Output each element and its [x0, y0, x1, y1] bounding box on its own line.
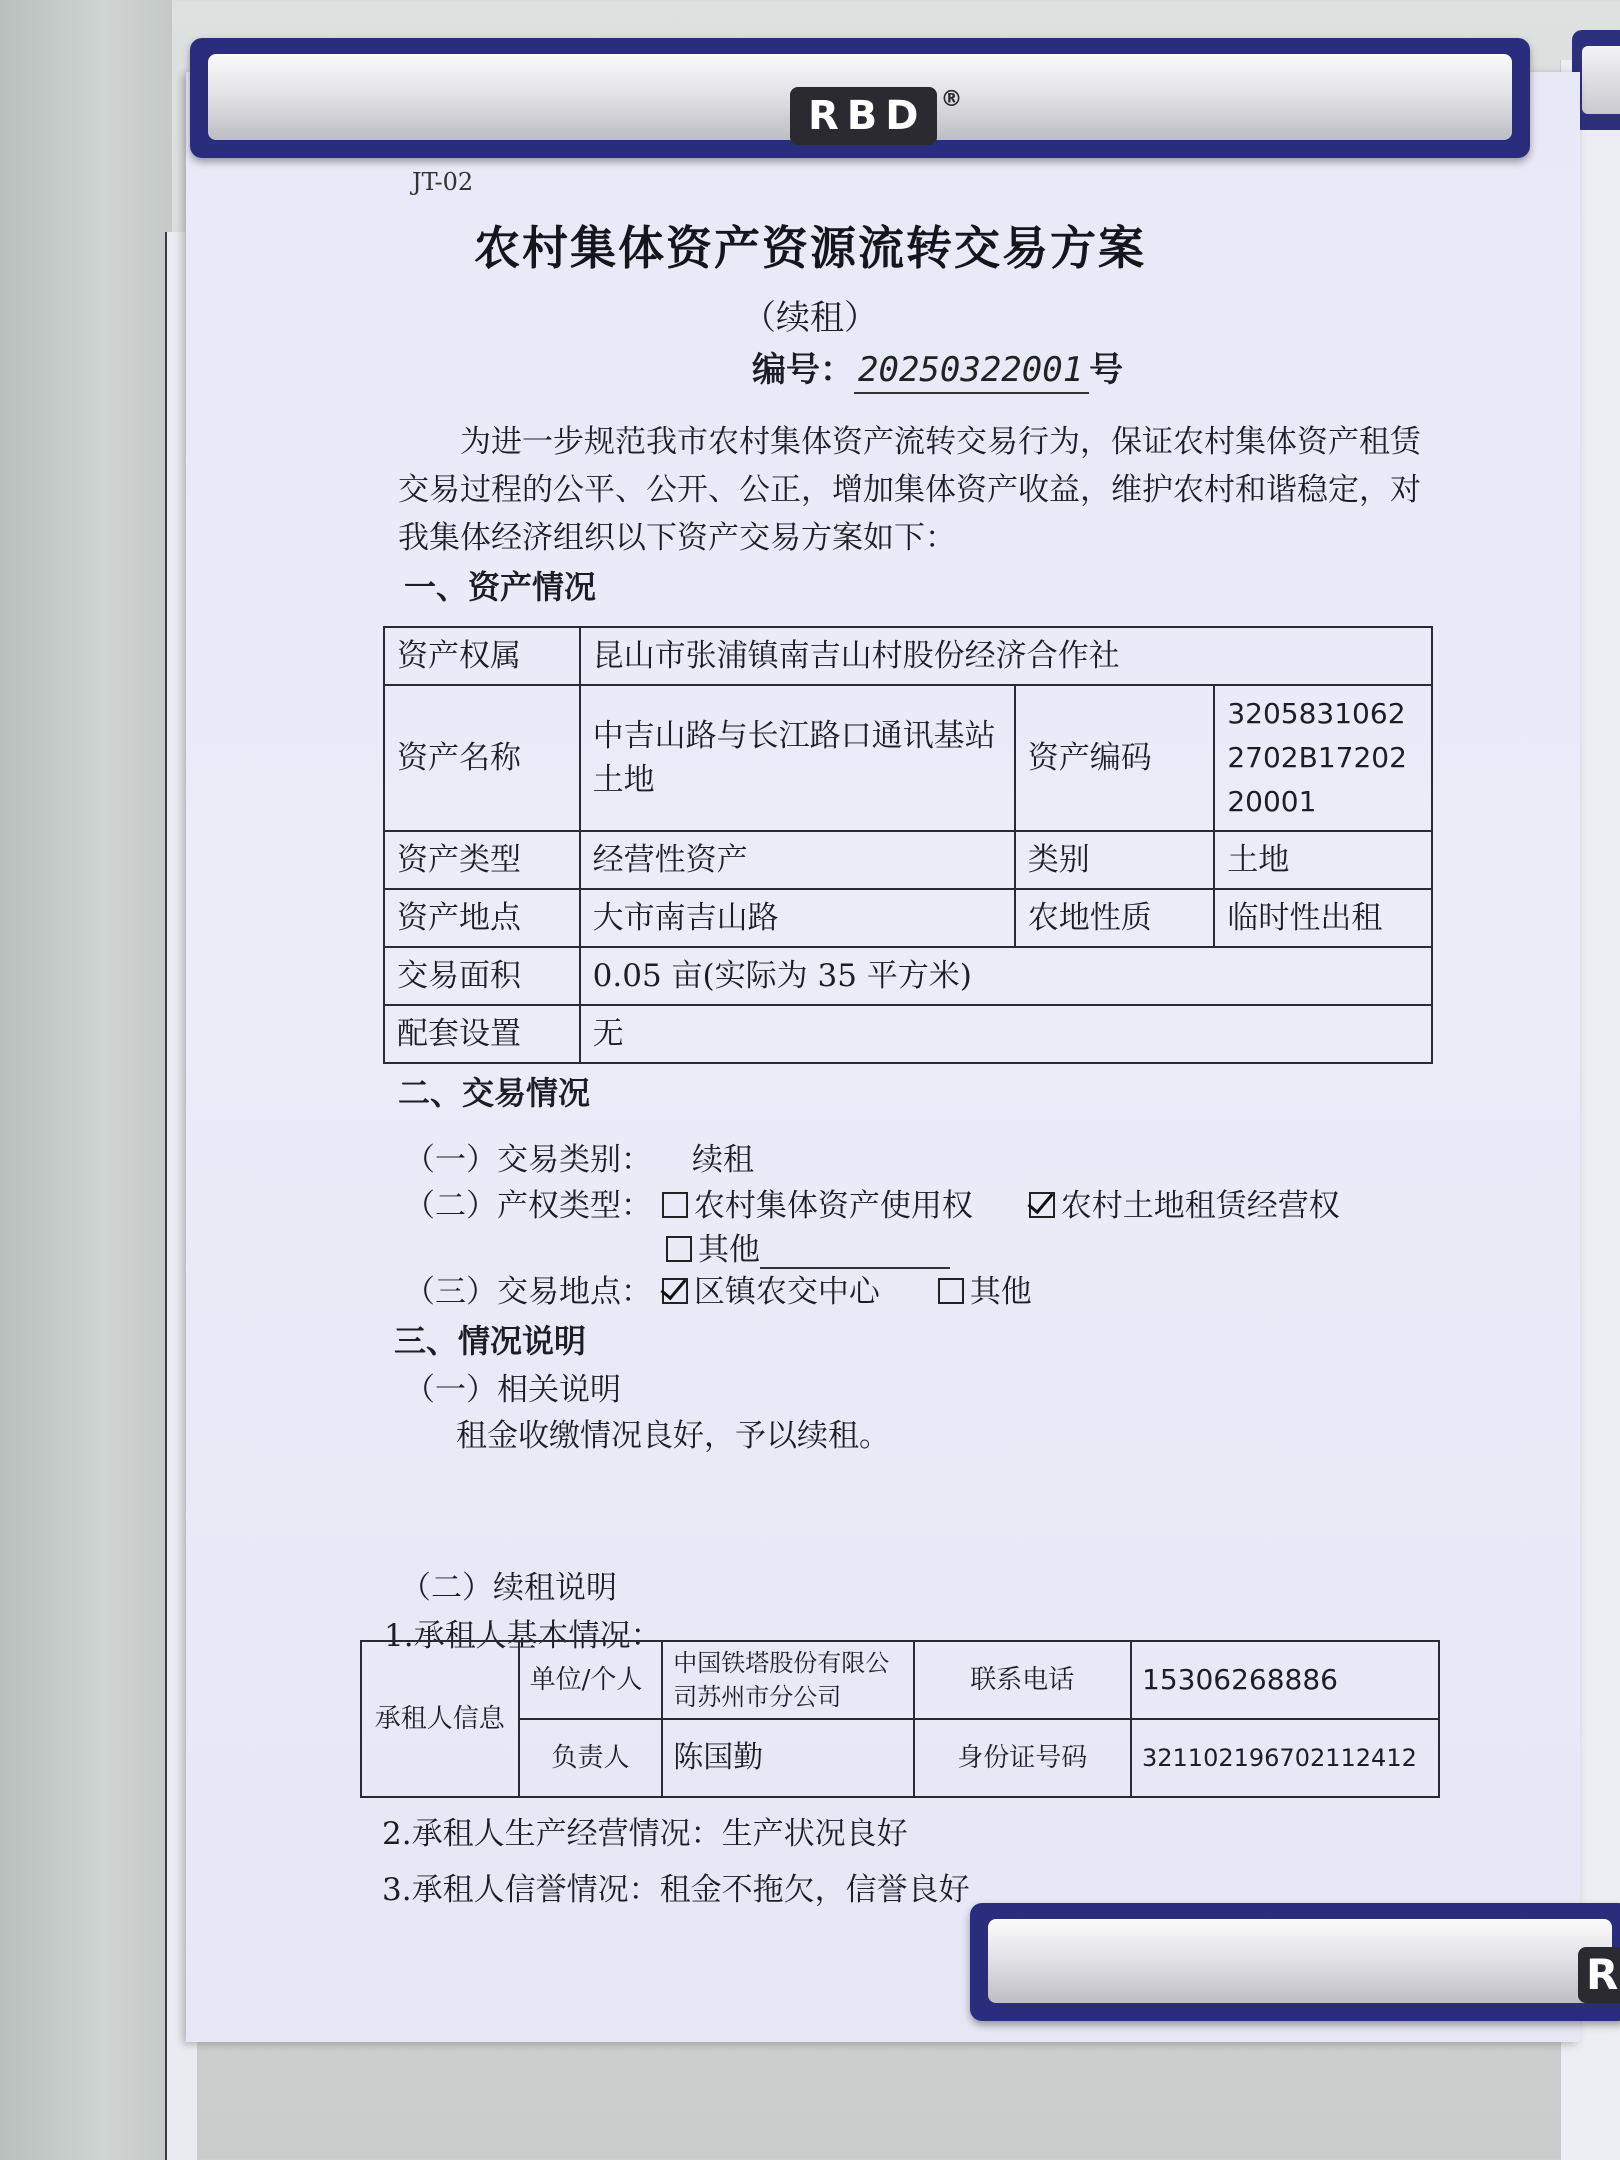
name-value: 中吉山路与长江路口通讯基站土地 — [580, 685, 1015, 831]
type-value: 经营性资产 — [580, 831, 1015, 889]
facility-label: 配套设置 — [384, 1005, 580, 1063]
table-row — [384, 1005, 1432, 1063]
land-nature-value: 临时性出租 — [1214, 889, 1432, 947]
transaction-type-value: 续租 — [692, 1142, 754, 1178]
checkbox-place-other[interactable] — [938, 1278, 964, 1304]
category-value: 土地 — [1214, 831, 1432, 889]
ownership-label: 资产权属 — [384, 627, 580, 685]
table-row — [384, 889, 1432, 947]
unit-value: 中国铁塔股份有限公司苏州市分公司 — [662, 1641, 913, 1719]
checkbox-property-other[interactable] — [666, 1236, 692, 1262]
option-place-other: 其他 — [969, 1274, 1032, 1310]
category-label: 类别 — [1015, 831, 1215, 889]
top-clip — [190, 38, 1530, 158]
option-town-center: 区镇农交中心 — [693, 1274, 880, 1310]
location-label: 资产地点 — [384, 889, 580, 947]
transaction-place-label: （三）交易地点： — [404, 1274, 652, 1310]
asset-table — [383, 626, 1433, 1064]
property-type-label: （二）产权类型： — [404, 1188, 652, 1224]
related-notes-text: 租金收缴情况良好，予以续租。 — [456, 1418, 890, 1454]
document-number — [752, 342, 1123, 394]
transaction-type-label: （一）交易类别： — [404, 1142, 652, 1178]
tenant-credit-line: 3.承租人信誉情况：租金不拖欠，信誉良好 — [382, 1872, 970, 1908]
id-value: 321102196702112412 — [1131, 1719, 1439, 1797]
brand-logo-partial: R — [1578, 1947, 1620, 2003]
table-row — [384, 627, 1432, 685]
person-value: 陈国勤 — [662, 1719, 913, 1797]
document-subtitle: （续租） — [742, 298, 878, 338]
location-value: 大市南吉山路 — [580, 889, 1015, 947]
checkbox-town-center[interactable] — [662, 1278, 688, 1304]
name-label: 资产名称 — [384, 685, 580, 831]
option-collective-use-right: 农村集体资产使用权 — [693, 1188, 973, 1224]
land-nature-label: 农地性质 — [1015, 889, 1215, 947]
table-row — [361, 1641, 1439, 1719]
number-label: 编号： — [752, 350, 854, 390]
option-land-lease-right: 农村土地租赁经营权 — [1060, 1188, 1340, 1224]
option-property-other: 其他 — [698, 1232, 760, 1268]
tenant-group-label: 承租人信息 — [361, 1641, 519, 1797]
table-row — [384, 831, 1432, 889]
transaction-type-row — [404, 1134, 754, 1179]
area-value: 0.05 亩(实际为 35 平方米) — [580, 947, 1432, 1005]
renewal-notes-heading: （二）续租说明 — [400, 1570, 617, 1606]
form-code: JT-02 — [412, 168, 474, 196]
section2-heading: 二、交易情况 — [398, 1074, 591, 1112]
bottom-clip — [970, 1903, 1620, 2021]
other-blank-line[interactable] — [760, 1237, 950, 1269]
property-type-row — [404, 1180, 1340, 1225]
number-value: 20250322001 — [854, 350, 1089, 394]
phone-label: 联系电话 — [914, 1641, 1131, 1719]
checkbox-collective-use-right[interactable] — [662, 1192, 688, 1218]
number-suffix: 号 — [1089, 350, 1124, 390]
intro-paragraph: 为进一步规范我市农村集体资产流转交易行为，保证农村集体资产租赁交易过程的公平、公开、公正，增加集体资产收益，维护农村和谐稳定，对我集体经济组织以下资产交易方案如下： — [398, 424, 1421, 556]
tenant-table — [360, 1640, 1440, 1798]
area-label: 交易面积 — [384, 947, 580, 1005]
table-row — [361, 1719, 1439, 1797]
section1-heading: 一、资产情况 — [404, 568, 597, 606]
section3-heading: 三、情况说明 — [394, 1322, 587, 1360]
brand-logo: RBD ® — [790, 87, 963, 147]
code-value: 32058310622702B1720220001 — [1214, 685, 1432, 831]
person-label: 负责人 — [519, 1719, 663, 1797]
ownership-value: 昆山市张浦镇南吉山村股份经济合作社 — [580, 627, 1432, 685]
transaction-place-row — [404, 1266, 1032, 1311]
tenant-basic-heading: 1.承租人基本情况： — [384, 1618, 662, 1654]
table-row — [384, 947, 1432, 1005]
table-row — [384, 685, 1432, 831]
unit-label: 单位/个人 — [519, 1641, 663, 1719]
tenant-operation-line: 2.承租人生产经营情况：生产状况良好 — [382, 1816, 908, 1852]
phone-value: 15306268886 — [1131, 1641, 1439, 1719]
checkbox-land-lease-right[interactable] — [1029, 1192, 1055, 1218]
related-notes-heading: （一）相关说明 — [404, 1372, 621, 1408]
facility-value: 无 — [580, 1005, 1432, 1063]
code-label: 资产编码 — [1015, 685, 1215, 831]
type-label: 资产类型 — [384, 831, 580, 889]
document-title: 农村集体资产资源流转交易方案 — [474, 221, 1146, 275]
property-type-other-row — [666, 1224, 950, 1269]
id-label: 身份证号码 — [914, 1719, 1131, 1797]
